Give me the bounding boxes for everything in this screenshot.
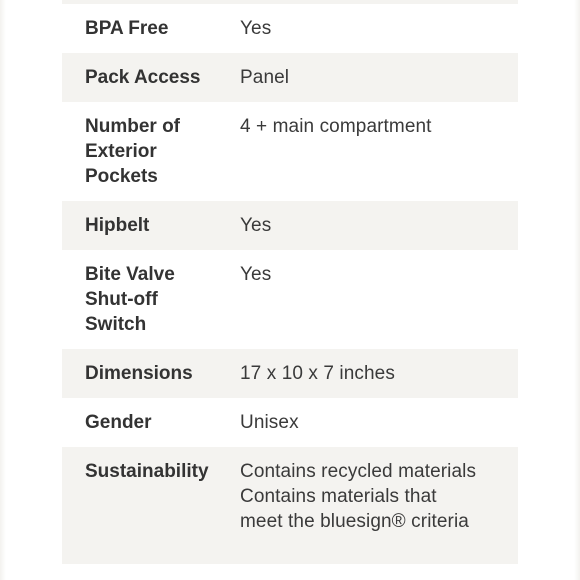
spec-label: Hipbelt bbox=[85, 215, 150, 236]
spec-label: Bite Valve Shut-off Switch bbox=[85, 264, 175, 335]
right-edge-shadow bbox=[574, 0, 580, 580]
spec-value-line: Yes bbox=[240, 18, 272, 39]
spec-value bbox=[240, 213, 518, 238]
spec-row-dimensions bbox=[62, 349, 518, 398]
spec-row-pack-access bbox=[62, 53, 518, 102]
spec-value bbox=[240, 361, 518, 386]
spec-label: Dimensions bbox=[85, 363, 193, 384]
spec-value bbox=[240, 262, 518, 337]
spec-label: Gender bbox=[85, 412, 152, 433]
left-edge-shadow bbox=[0, 0, 6, 580]
spec-value-line: 4 + main compartment bbox=[240, 116, 432, 137]
spec-label: Pack Access bbox=[85, 67, 201, 88]
spec-row-bpa-free bbox=[62, 4, 518, 53]
spec-value bbox=[240, 459, 518, 534]
spec-value bbox=[240, 16, 518, 41]
spec-row-bite-valve bbox=[62, 250, 518, 349]
spec-value-line: Panel bbox=[240, 67, 290, 88]
spec-row-hipbelt bbox=[62, 201, 518, 250]
spec-value bbox=[240, 114, 518, 189]
spec-value-line: 17 x 10 x 7 inches bbox=[240, 363, 395, 384]
spec-value-line: Contains recycled materials bbox=[240, 461, 477, 482]
spec-value-line: Unisex bbox=[240, 412, 299, 433]
product-spec-table bbox=[62, 0, 518, 564]
spec-value bbox=[240, 410, 518, 435]
spec-row-exterior-pockets bbox=[62, 102, 518, 201]
spec-row-sustainability bbox=[62, 447, 518, 564]
spec-value-line: Contains materials that meet the bluesign® criteria bbox=[240, 486, 469, 532]
spec-value-line: Yes bbox=[240, 264, 272, 285]
spec-label: BPA Free bbox=[85, 18, 169, 39]
spec-value bbox=[240, 65, 518, 90]
spec-label: Sustainability bbox=[85, 461, 209, 482]
spec-row-gender bbox=[62, 398, 518, 447]
spec-value-line: Yes bbox=[240, 215, 272, 236]
spec-label: Number of Exterior Pockets bbox=[85, 116, 180, 187]
